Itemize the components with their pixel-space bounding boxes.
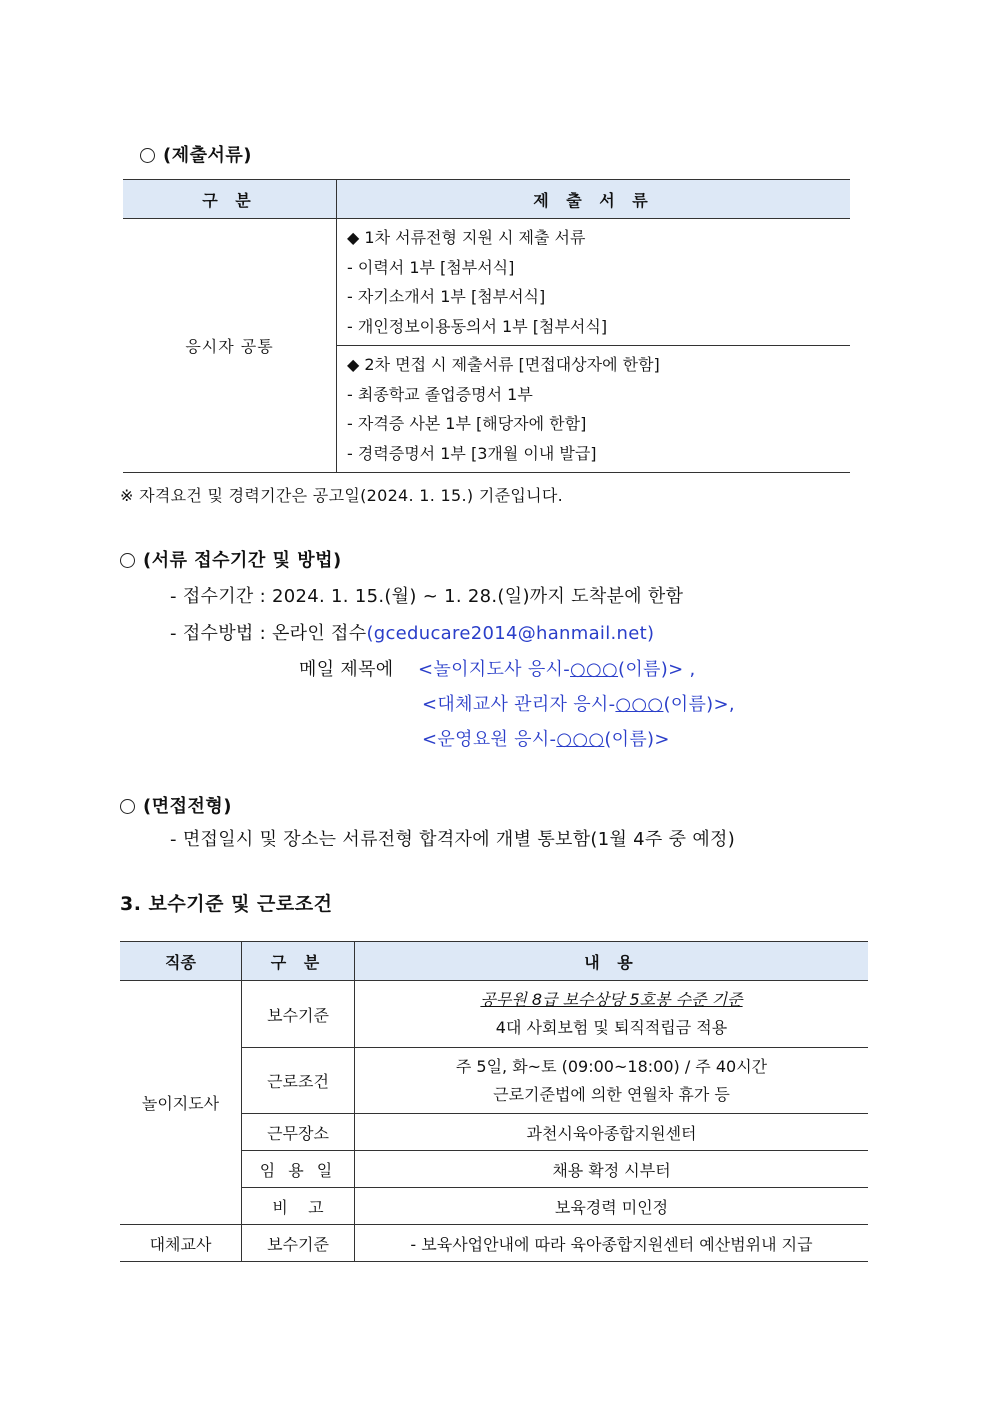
pay-table <box>120 941 868 1262</box>
docs-col-header-category: 구 분 <box>123 180 337 219</box>
receipt-heading: (서류 접수기간 및 방법) <box>120 546 342 572</box>
pay-header-category: 구 분 <box>242 942 355 981</box>
pay-row-content: 채용 확정 시부터 <box>355 1151 869 1188</box>
docs-block-second-round: ◆ 2차 면접 시 제출서류 [면접대상자에 한함] - 최종학교 졸업증명서 1부 - 자격증 사본 1부 [해당자에 한함] - 경력증명서 1부 [3개월 이내 발급] <box>337 346 851 473</box>
mail-subject-3: <운영요원 응시-○○○(이름)> <box>422 729 670 750</box>
interview-text: - 면접일시 및 장소는 서류전형 합격자에 개별 통보함(1월 4주 중 예정) <box>170 829 736 850</box>
pay-row-category: 비 고 <box>242 1188 355 1225</box>
pay-row-category: 보수기준 <box>242 981 355 1048</box>
docs-row-label: 응시자 공통 <box>123 219 337 473</box>
pay-job-play-instructor: 놀이지도사 <box>120 981 242 1225</box>
docs-block-first-round: ◆ 1차 서류전형 지원 시 제출 서류 - 이력서 1부 [첨부서식] - 자기소개서 1부 [첨부서식] - 개인정보이용동의서 1부 [첨부서식] <box>337 219 851 346</box>
pay-row-content: 주 5일, 화~토 (09:00~18:00) / 주 40시간 근로기준법에 의한 연월차 휴가 등 <box>355 1048 869 1114</box>
docs-col-header-documents: 제 출 서 류 <box>337 180 851 219</box>
circle-bullet-icon <box>120 553 135 568</box>
mail-subject-label: 메일 제목에 <box>299 659 394 680</box>
pay-row-content: 공무원 8급 보수상당 5호봉 수준 기준 4대 사회보험 및 퇴직적립금 적용 <box>355 981 869 1048</box>
docs-heading: (제출서류) <box>140 141 252 167</box>
receipt-method: - 접수방법 : 온라인 접수(gceducare2014@hanmail.net) <box>170 623 655 644</box>
pay-row-category: 보수기준 <box>242 1225 355 1262</box>
pay-row-content: 보육경력 미인정 <box>355 1188 869 1225</box>
pay-row-content: 과천시육아종합지원센터 <box>355 1114 869 1151</box>
pay-header-job: 직종 <box>120 942 242 981</box>
pay-row-content: - 보육사업안내에 따라 육아종합지원센터 예산범위내 지급 <box>355 1225 869 1262</box>
docs-table <box>123 179 850 473</box>
receipt-email: (gceducare2014@hanmail.net) <box>366 623 655 644</box>
pay-row-category: 임 용 일 <box>242 1151 355 1188</box>
pay-heading: 3. 보수기준 및 근로조건 <box>120 893 333 915</box>
docs-note: ※ 자격요건 및 경력기간은 공고일(2024. 1. 15.) 기준입니다. <box>120 486 564 505</box>
mail-subject-1: <놀이지도사 응시-○○○(이름)> , <box>418 659 696 680</box>
pay-job-substitute-teacher: 대체교사 <box>120 1225 242 1262</box>
pay-row-category: 근무장소 <box>242 1114 355 1151</box>
receipt-period: - 접수기간 : 2024. 1. 15.(월) ~ 1. 28.(일)까지 도착분에 한함 <box>170 586 684 607</box>
circle-bullet-icon <box>140 148 155 163</box>
circle-bullet-icon <box>120 799 135 814</box>
pay-row-category: 근로조건 <box>242 1048 355 1114</box>
pay-header-content: 내 용 <box>355 942 869 981</box>
mail-subject-2: <대체교사 관리자 응시-○○○(이름)>, <box>422 694 735 715</box>
interview-heading: (면접전형) <box>120 792 232 818</box>
